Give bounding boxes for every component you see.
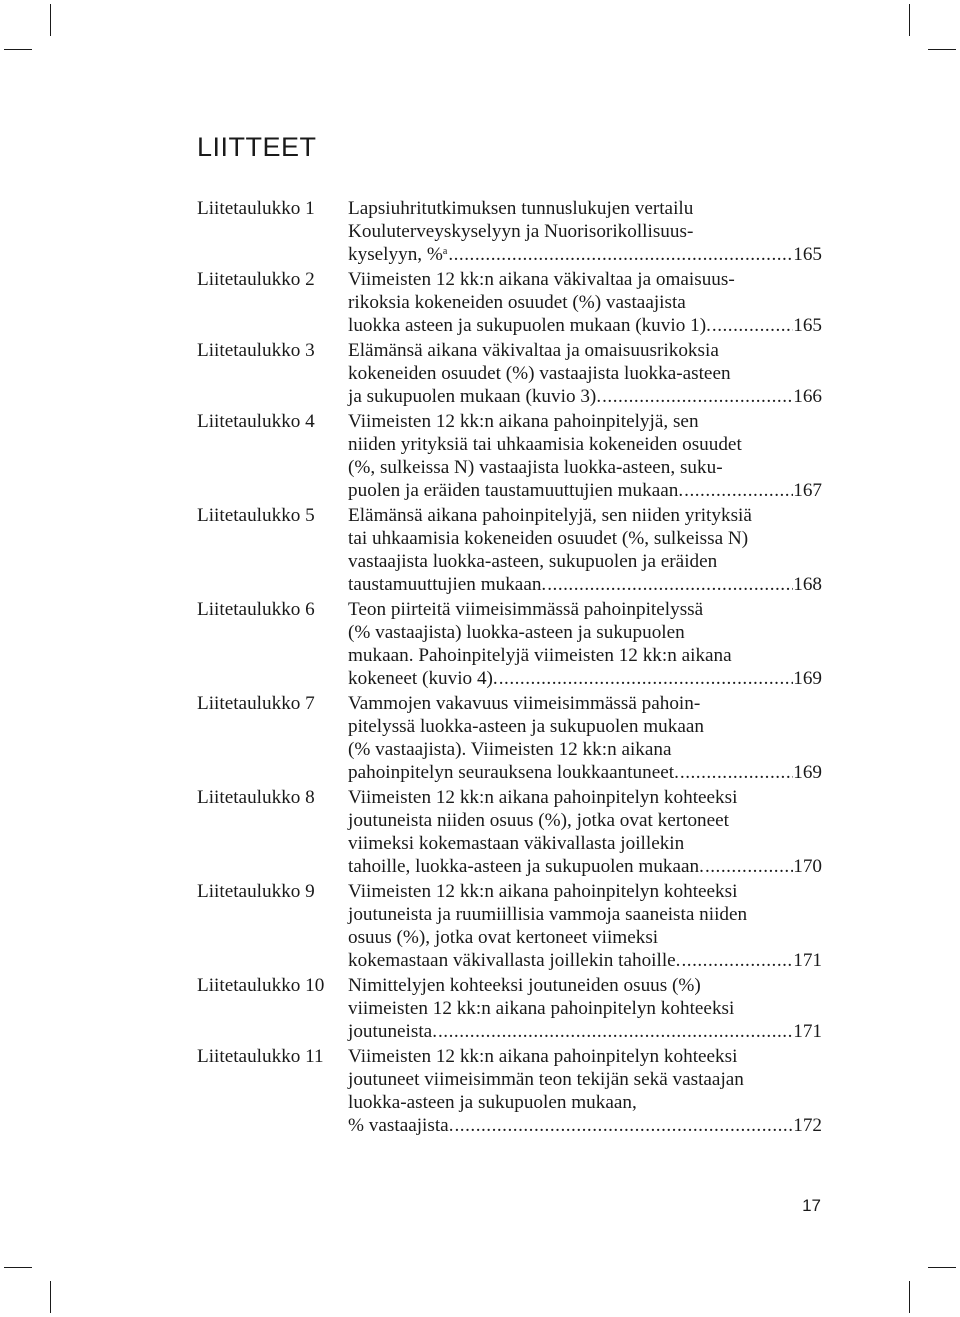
toc-entry-label: Liitetaulukko 4 (197, 411, 315, 432)
dot-leader (683, 479, 793, 502)
toc-entry-last-line (348, 949, 822, 972)
toc-entry-last-line (348, 1020, 822, 1043)
toc-entry (197, 880, 822, 972)
toc-entry-line: rikoksia kokeneiden osuudet (%) vastaajista (348, 292, 686, 313)
dot-leader (546, 573, 793, 596)
toc-entry-line: joutuneet viimeisimmän teon tekijän sekä vastaajan (348, 1069, 744, 1090)
toc-entry-page-number: 166 (793, 386, 822, 407)
toc-entry-label: Liitetaulukko 10 (197, 975, 325, 996)
toc-entry-line: Viimeisten 12 kk:n aikana väkivaltaa ja omaisuus- (348, 269, 735, 290)
toc-entry-line: osuus (%), jotka ovat kertoneet viimeksi (348, 927, 659, 948)
toc-entry-title (348, 786, 822, 878)
dot-leader (711, 314, 793, 337)
crop-mark (4, 49, 32, 50)
dot-leader (447, 243, 793, 266)
toc-entry-title (348, 692, 822, 784)
page-title: LIITTEET (197, 132, 317, 162)
toc-entry-line: viimeisten 12 kk:n aikana pahoinpitelyn kohteeksi (348, 998, 735, 1019)
toc-entry-line: mukaan. Pahoinpitelyjä viimeisten 12 kk:n aikana (348, 645, 732, 666)
toc-entry (197, 974, 822, 1043)
toc-entry-title (348, 598, 822, 690)
toc-entry-line: luokka-asteen ja sukupuolen mukaan, (348, 1092, 637, 1113)
toc-entry (197, 504, 822, 596)
toc-entry-last-line (348, 479, 822, 502)
crop-mark (909, 4, 910, 36)
toc-entry-line: Viimeisten 12 kk:n aikana pahoinpitelyn kohteeksi (348, 1046, 738, 1067)
toc-entry-last-line (348, 243, 822, 266)
crop-mark (928, 1267, 956, 1268)
toc-entry-line: taustamuuttujien mukaan. (348, 574, 547, 595)
toc-entry-page-number: 168 (793, 574, 822, 595)
toc-entry-label: Liitetaulukko 8 (197, 787, 315, 808)
toc-entry-last-line (348, 385, 822, 408)
toc-entry-label: Liitetaulukko 11 (197, 1046, 324, 1067)
toc-entry-last-line (348, 855, 822, 878)
crop-mark (928, 49, 956, 50)
toc-entry (197, 1045, 822, 1137)
toc-entry-line: tahoille, luokka-asteen ja sukupuolen mukaan. (348, 856, 704, 877)
toc-entry-last-line (348, 573, 822, 596)
toc-entry-title (348, 197, 822, 266)
crop-mark (50, 4, 51, 36)
toc-entry-line: pitelyssä luokka-asteen ja sukupuolen mukaan (348, 716, 704, 737)
toc-entry (197, 268, 822, 337)
toc-entry-line: kokemastaan väkivallasta joillekin tahoille. (348, 950, 681, 971)
toc-entry-title (348, 974, 822, 1043)
toc-entry-last-line (348, 761, 822, 784)
table-of-contents (197, 197, 822, 1137)
toc-entry-line: Elämänsä aikana pahoinpitelyjä, sen niiden yrityksiä (348, 505, 752, 526)
toc-entry (197, 598, 822, 690)
toc-entry-line: luokka asteen ja sukupuolen mukaan (kuvio 1). (348, 315, 711, 336)
crop-mark (50, 1281, 51, 1313)
toc-entry-title (348, 1045, 822, 1137)
toc-entry-line: ja sukupuolen mukaan (kuvio 3). (348, 386, 602, 407)
toc-entry-page-number: 170 (793, 856, 822, 877)
toc-entry (197, 692, 822, 784)
toc-entry-label: Liitetaulukko 1 (197, 198, 315, 219)
toc-entry-line: joutuneista niiden osuus (%), jotka ovat kertoneet (348, 810, 729, 831)
toc-entry-line: kokeneet (kuvio 4). (348, 668, 498, 689)
toc-entry-line: Viimeisten 12 kk:n aikana pahoinpitelyn kohteeksi (348, 787, 738, 808)
toc-entry-label: Liitetaulukko 7 (197, 693, 315, 714)
toc-entry-page-number: 169 (793, 668, 822, 689)
toc-entry-line: pahoinpitelyn seurauksena loukkaantuneet. (348, 762, 679, 783)
toc-entry-page-number: 165 (793, 315, 822, 336)
toc-entry-line: Vammojen vakavuus viimeisimmässä pahoin- (348, 693, 701, 714)
toc-entry-line: kyselyyn, % (348, 244, 443, 265)
dot-leader (498, 667, 793, 690)
toc-entry (197, 786, 822, 878)
dot-leader (601, 385, 793, 408)
toc-entry-line: (% vastaajista). Viimeisten 12 kk:n aikana (348, 739, 672, 760)
toc-entry-line: Lapsiuhritutkimuksen tunnuslukujen vertailu (348, 198, 694, 219)
toc-entry-last-line (348, 1114, 822, 1137)
toc-entry-label: Liitetaulukko 5 (197, 505, 315, 526)
toc-entry-label: Liitetaulukko 3 (197, 340, 315, 361)
toc-entry-title (348, 410, 822, 502)
toc-entry-line: kokeneiden osuudet (%) vastaajista luokka-asteen (348, 363, 731, 384)
toc-entry-line: Elämänsä aikana väkivaltaa ja omaisuusrikoksia (348, 340, 719, 361)
toc-entry-line: puolen ja eräiden taustamuuttujien mukaan. (348, 480, 684, 501)
toc-entry-line: vastaajista luokka-asteen, sukupuolen ja eräiden (348, 551, 718, 572)
dot-leader (437, 1020, 793, 1043)
toc-entry-line: Viimeisten 12 kk:n aikana pahoinpitelyn kohteeksi (348, 881, 738, 902)
toc-entry-line: Teon piirteitä viimeisimmässä pahoinpitelyssä (348, 599, 704, 620)
toc-entry-last-line (348, 667, 822, 690)
toc-entry-title (348, 880, 822, 972)
dot-leader (679, 761, 793, 784)
crop-mark (909, 1281, 910, 1313)
toc-entry-line: Nimittelyjen kohteeksi joutuneiden osuus (%) (348, 975, 701, 996)
toc-entry-label: Liitetaulukko 9 (197, 881, 315, 902)
toc-entry-last-line (348, 314, 822, 337)
toc-entry-title (348, 504, 822, 596)
toc-entry-page-number: 169 (793, 762, 822, 783)
toc-entry-page-number: 172 (793, 1115, 822, 1136)
toc-entry-title (348, 339, 822, 408)
toc-entry-page-number: 167 (793, 480, 822, 501)
page-number: 17 (802, 1196, 821, 1215)
toc-entry (197, 410, 822, 502)
footnote-marker: a (442, 246, 448, 257)
toc-entry-page-number: 171 (793, 1021, 822, 1042)
dot-leader (680, 949, 793, 972)
toc-entry (197, 339, 822, 408)
toc-entry-line: joutuneista. (348, 1021, 437, 1042)
toc-entry-line: Viimeisten 12 kk:n aikana pahoinpitelyjä, sen (348, 411, 699, 432)
toc-entry-line: niiden yrityksiä tai uhkaamisia kokeneiden osuudet (348, 434, 742, 455)
toc-entry-line: Kouluterveyskyselyyn ja Nuorisorikollisuus- (348, 221, 694, 242)
toc-entry-line: tai uhkaamisia kokeneiden osuudet (%, sulkeissa N) (348, 528, 749, 549)
toc-entry (197, 197, 822, 266)
toc-entry-line: (% vastaajista) luokka-asteen ja sukupuolen (348, 622, 685, 643)
dot-leader (704, 855, 793, 878)
dot-leader (454, 1114, 794, 1137)
crop-mark (4, 1267, 32, 1268)
toc-entry-line: (%, sulkeissa N) vastaajista luokka-asteen, suku- (348, 457, 723, 478)
toc-entry-page-number: 165 (793, 244, 822, 265)
toc-entry-line: viimeksi kokemastaan väkivallasta joillekin (348, 833, 685, 854)
toc-entry-line: joutuneista ja ruumiillisia vammoja saaneista niiden (348, 904, 748, 925)
toc-entry-page-number: 171 (793, 950, 822, 971)
toc-entry-label: Liitetaulukko 6 (197, 599, 315, 620)
toc-entry-label: Liitetaulukko 2 (197, 269, 315, 290)
toc-entry-title (348, 268, 822, 337)
toc-entry-line: % vastaajista. (348, 1115, 454, 1136)
